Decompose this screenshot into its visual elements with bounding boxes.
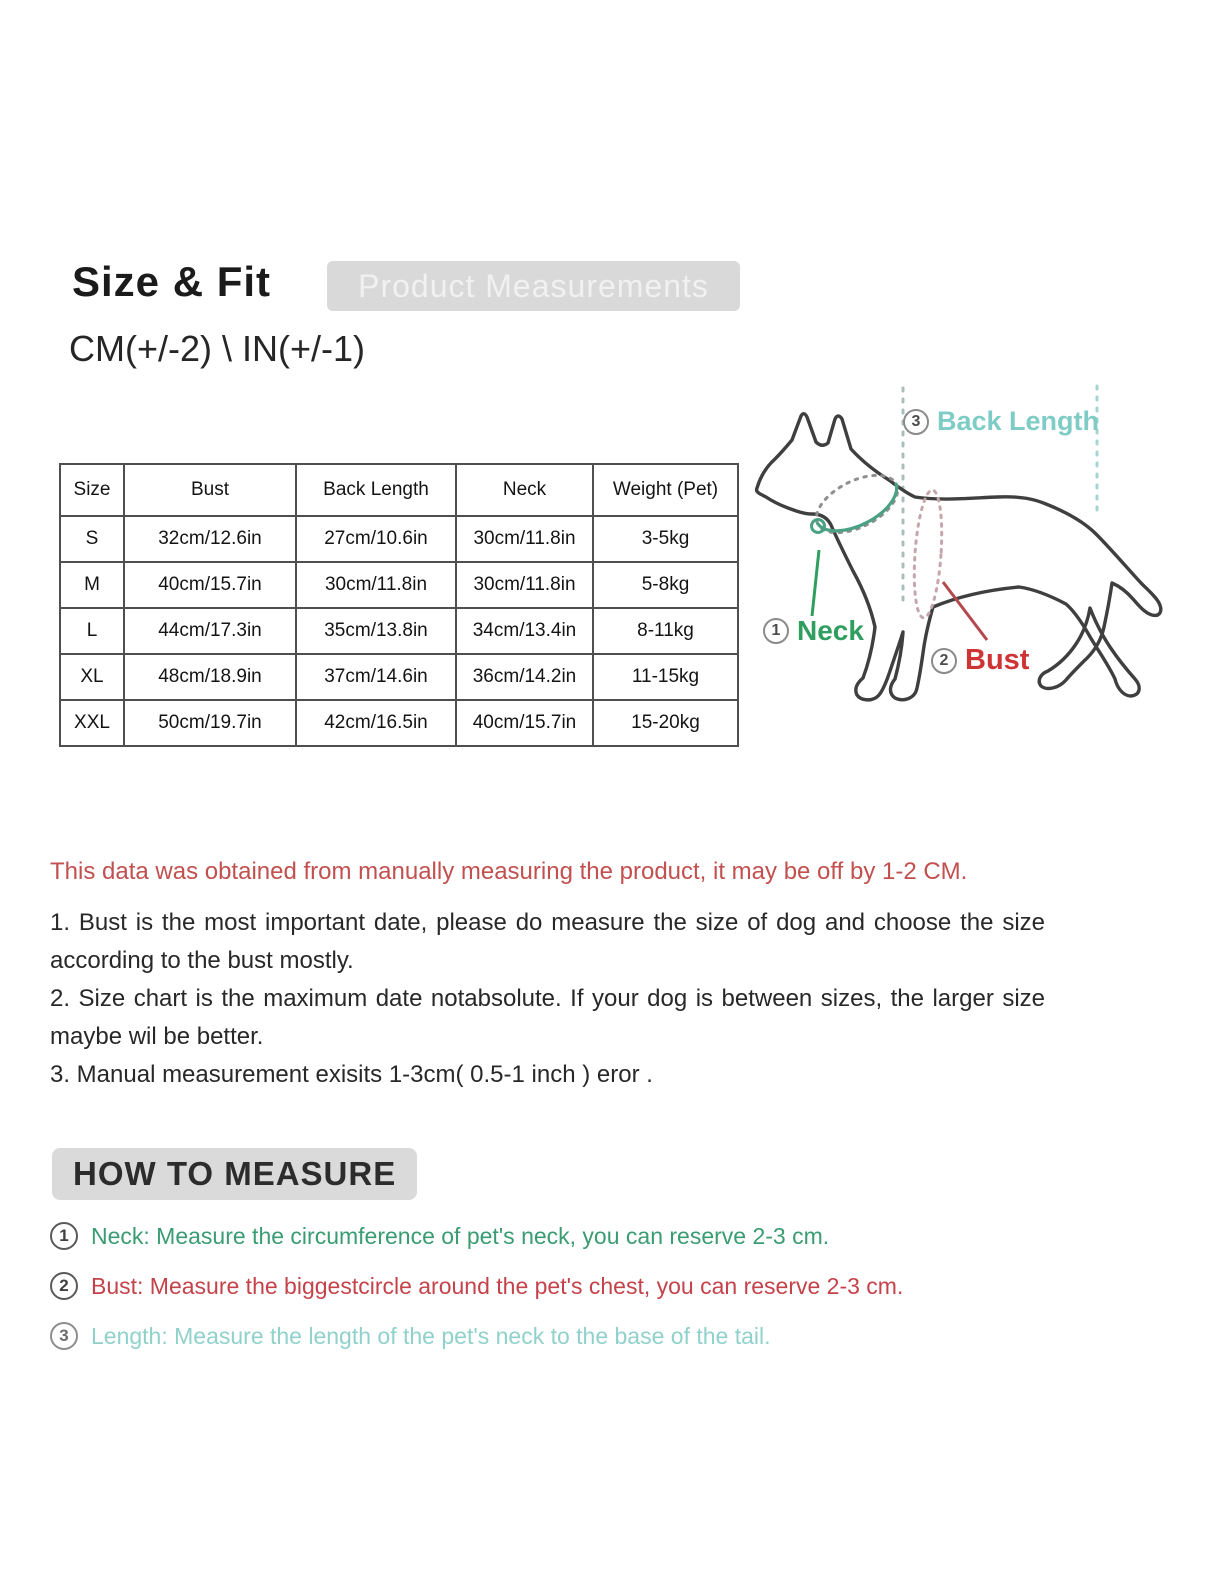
table-cell: 50cm/19.7in: [124, 700, 296, 746]
table-cell: 40cm/15.7in: [124, 562, 296, 608]
tolerance-note: CM(+/-2) \ IN(+/-1): [69, 328, 366, 369]
table-row: [60, 654, 738, 700]
table-cell: 27cm/10.6in: [296, 516, 456, 562]
measure-step-bust: [50, 1272, 903, 1300]
bust-label: [931, 644, 1029, 677]
watermark-badge: [327, 261, 740, 311]
measure-step-text: Neck: Measure the circumference of pet's neck, you can reserve 2-3 cm.: [91, 1222, 830, 1249]
note-item: 3. Manual measurement exisits 1-3cm( 0.5-1 inch ) eror .: [50, 1061, 653, 1088]
table-cell: 36cm/14.2in: [456, 654, 593, 700]
table-header-cell: Weight (Pet): [593, 464, 738, 516]
bust-pointer-line: [943, 582, 987, 640]
neck-label-text: Neck: [797, 615, 864, 646]
table-cell: 15-20kg: [593, 700, 738, 746]
table-cell: 40cm/15.7in: [456, 700, 593, 746]
table-cell: 5-8kg: [593, 562, 738, 608]
table-cell: M: [60, 562, 124, 608]
measure-step-length: [50, 1322, 903, 1350]
table-cell: 34cm/13.4in: [456, 608, 593, 654]
neck-pointer-line: [812, 550, 819, 616]
table-row: [60, 562, 738, 608]
circled-number-3-icon: 3: [903, 409, 929, 435]
table-cell: 35cm/13.8in: [296, 608, 456, 654]
bust-ring-dotted: [911, 489, 946, 619]
table-cell: 11-15kg: [593, 654, 738, 700]
measure-step-text: Bust: Measure the biggestcircle around the pet's chest, you can reserve 2-3 cm.: [91, 1272, 904, 1299]
table-cell: S: [60, 516, 124, 562]
table-row: [60, 516, 738, 562]
measure-step-neck: [50, 1222, 903, 1250]
table-cell: 42cm/16.5in: [296, 700, 456, 746]
circled-number-1-icon: 1: [763, 618, 789, 644]
table-header-cell: Bust: [124, 464, 296, 516]
table-header-row: [60, 464, 738, 516]
neck-label: [763, 615, 864, 647]
circled-number-1-icon: 1: [50, 1222, 78, 1250]
back-length-label: [903, 406, 1099, 437]
table-row: [60, 700, 738, 746]
sizing-notes: [50, 904, 1045, 1094]
circled-number-2-icon: 2: [50, 1272, 78, 1300]
table-header-cell: Back Length: [296, 464, 456, 516]
size-table: [59, 463, 739, 747]
how-to-measure-heading: HOW TO MEASURE: [52, 1148, 417, 1200]
table-header-cell: Neck: [456, 464, 593, 516]
table-cell: XL: [60, 654, 124, 700]
table-cell: 8-11kg: [593, 608, 738, 654]
disclaimer-text: This data was obtained from manually measuring the product, it may be off by 1-2 CM.: [50, 858, 968, 885]
page-title: Size & Fit: [72, 258, 272, 305]
circled-number-3-icon: 3: [50, 1322, 78, 1350]
bust-label-text: Bust: [965, 644, 1030, 676]
table-cell: 30cm/11.8in: [456, 562, 593, 608]
table-header-cell: Size: [60, 464, 124, 516]
table-cell: 3-5kg: [593, 516, 738, 562]
table-cell: 44cm/17.3in: [124, 608, 296, 654]
table-cell: 30cm/11.8in: [296, 562, 456, 608]
note-item: 2. Size chart is the maximum date notabsolute. If your dog is between sizes, the larger size maybe wil be better.: [50, 985, 1045, 1050]
back-length-label-text: Back Length: [937, 406, 1100, 436]
table-cell: L: [60, 608, 124, 654]
note-item: 1. Bust is the most important date, please do measure the size of dog and choose the size according to the bust mostly.: [50, 909, 1045, 974]
table-cell: 48cm/18.9in: [124, 654, 296, 700]
measure-step-text: Length: Measure the length of the pet's neck to the base of the tail.: [91, 1322, 771, 1349]
table-row: [60, 608, 738, 654]
table-cell: 32cm/12.6in: [124, 516, 296, 562]
table-cell: 30cm/11.8in: [456, 516, 593, 562]
table-cell: 37cm/14.6in: [296, 654, 456, 700]
watermark-text: Product Measurements: [358, 267, 709, 304]
table-cell: XXL: [60, 700, 124, 746]
measure-steps: [50, 1222, 903, 1350]
circled-number-2-icon: 2: [931, 648, 957, 674]
